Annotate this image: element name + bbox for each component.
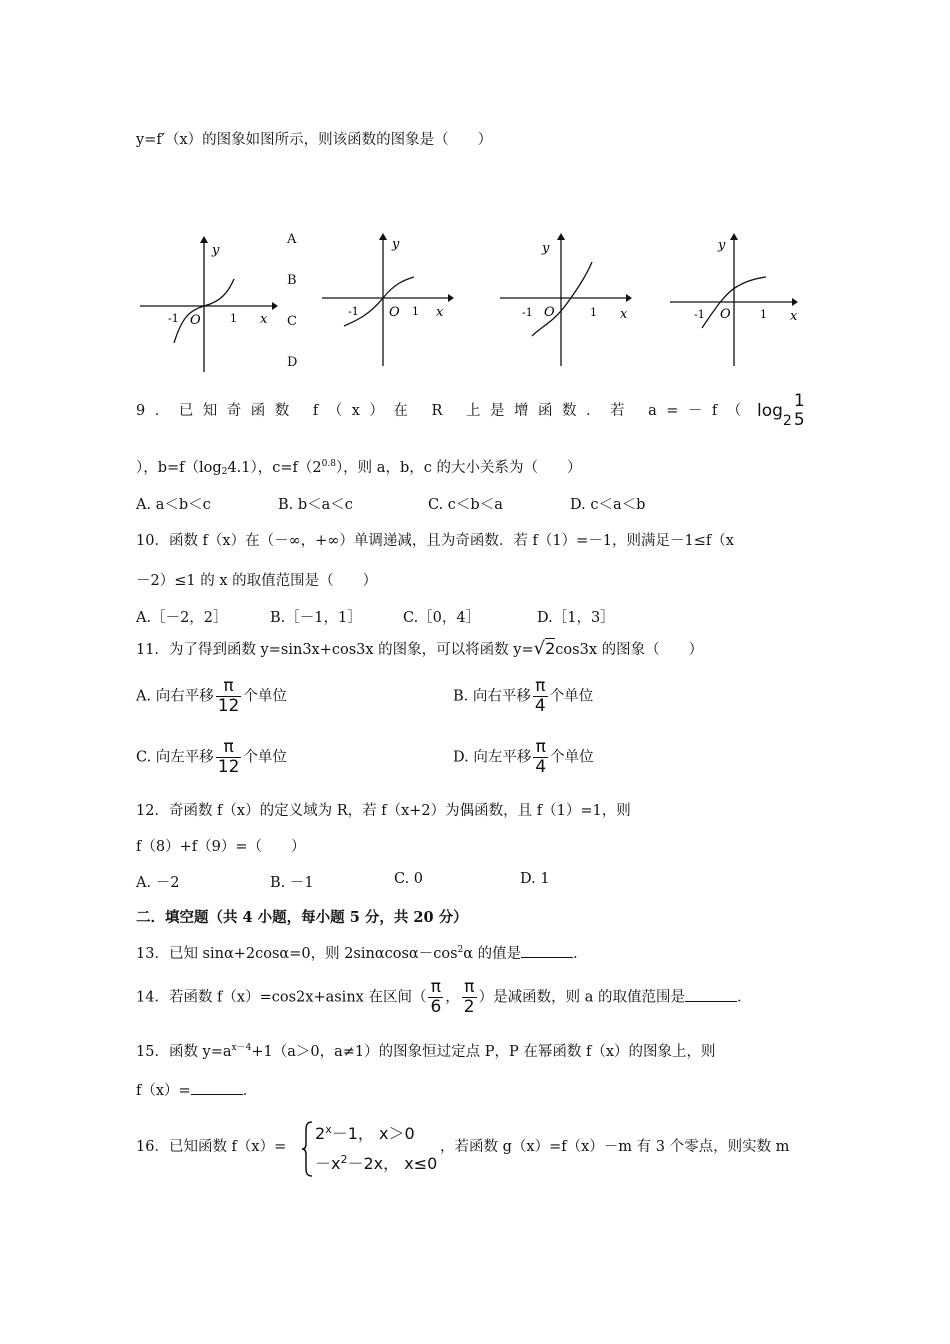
q9-option-b[interactable]: B. b＜a＜c bbox=[278, 497, 353, 513]
q8-option-b[interactable]: B bbox=[287, 273, 297, 288]
q8-option-a[interactable]: A bbox=[287, 232, 297, 247]
svg-text:y: y bbox=[718, 238, 726, 253]
q10-option-c[interactable]: C.［0，4］ bbox=[403, 610, 481, 626]
svg-text:O: O bbox=[389, 305, 400, 320]
svg-text:-1: -1 bbox=[168, 312, 179, 325]
sqrt-symbol: √ bbox=[533, 638, 546, 659]
q16-case2: $-x^2-2x$， x≤0 bbox=[315, 1153, 438, 1173]
q15-stem-line2: f（x）= ． bbox=[136, 1083, 258, 1099]
svg-text:1: 1 bbox=[590, 306, 597, 319]
svg-text:O: O bbox=[720, 307, 731, 322]
section2-title: 二．填空题（共 4 小题，每小题 5 分，共 20 分） bbox=[136, 909, 468, 926]
svg-text:1: 1 bbox=[760, 308, 767, 321]
q15-stem-line1: 15．函数 $y=a^{x-4}+1(a>0$，a≠1）的图象恒过定点 P，P 在幂函数 f（x）的图象上，则 bbox=[136, 1043, 716, 1060]
svg-text:1: 1 bbox=[412, 305, 419, 318]
q12-stem-line2: f（8）+f（9）=（ ） bbox=[136, 839, 306, 855]
q9-stem-line2: ），$b=f(\log_24.1)$，$c=f(2^{0.8})$，则 a，b，c 的大小关系为（ ） bbox=[136, 459, 582, 477]
q12-option-b[interactable]: B. －1 bbox=[270, 875, 314, 891]
q8-option-c[interactable]: C bbox=[287, 314, 297, 329]
svg-text:O: O bbox=[190, 313, 201, 328]
q11-stem: 11．为了得到函数 y=sin3x+cos3x 的图象，可以将函数 y=√2cos3x 的图象（ ） bbox=[136, 638, 704, 659]
q16-brace bbox=[300, 1120, 314, 1178]
q10-option-d[interactable]: D.［1，3］ bbox=[537, 610, 615, 626]
svg-text:x: x bbox=[260, 312, 268, 327]
svg-text:1: 1 bbox=[230, 312, 237, 325]
q8-option-d[interactable]: D bbox=[287, 355, 298, 370]
q8-graph-a bbox=[138, 235, 278, 375]
y-axis-label: y bbox=[212, 243, 220, 258]
q16-case1: $2^x-1$， x＞0 bbox=[315, 1123, 415, 1143]
svg-text:x: x bbox=[790, 309, 798, 324]
q12-option-c[interactable]: C. 0 bbox=[394, 871, 424, 887]
q12-stem-line1: 12．奇函数 f（x）的定义域为 R，若 f（x+2）为偶函数，且 f（1）=1，则 bbox=[136, 803, 631, 819]
q15-answer-blank[interactable] bbox=[191, 1082, 243, 1095]
q10-stem-line1: 10．函数 f（x）在（－∞，+∞）单调递减，且为奇函数．若 f（1）=－1，则满足－1≤f（x bbox=[136, 533, 734, 549]
q12-option-d[interactable]: D. 1 bbox=[520, 871, 550, 887]
svg-text:y: y bbox=[392, 237, 400, 252]
q14-answer-blank[interactable] bbox=[685, 989, 737, 1002]
q9-stem-line1: 9．已知奇函数 f（x）在 R 上是增函数．若 a=－f（ bbox=[136, 403, 751, 419]
q9-option-a[interactable]: A. a＜b＜c bbox=[136, 497, 211, 513]
q16-stem-a: 16．已知函数 f（x）= bbox=[136, 1139, 287, 1155]
q10-option-b[interactable]: B.［－1，1］ bbox=[270, 610, 362, 626]
q8-graph-d bbox=[668, 232, 808, 372]
q11-option-d[interactable]: D. 向左平移 $\frac{\pi}{4}$ 个单位 bbox=[453, 737, 594, 777]
q9-option-c[interactable]: C. c＜b＜a bbox=[428, 497, 503, 513]
svg-text:-1: -1 bbox=[348, 305, 359, 318]
svg-text:-1: -1 bbox=[694, 308, 705, 321]
svg-text:y: y bbox=[542, 241, 550, 256]
svg-text:O: O bbox=[544, 305, 555, 320]
q11-option-a[interactable]: A. 向右平移 $\frac{\pi}{12}$ 个单位 bbox=[136, 676, 287, 716]
q9-option-d[interactable]: D. c＜a＜b bbox=[570, 497, 646, 513]
q14-stem: 14．若函数 f（x）=cos2x+asinx 在区间（ $\frac{\pi}{6}$ ， $\frac{\pi}{2}$ ）是减函数，则 a 的取值范围是 ． bbox=[136, 977, 752, 1017]
q10-stem-line2: －2）≤1 的 x 的取值范围是（ ） bbox=[136, 573, 378, 589]
q8-graph-b bbox=[320, 232, 460, 372]
q13-stem: 13．已知 sinα+2cosα=0，则 $2\sin\alpha\cos\alpha-\cos^2\alpha$ 的值是 ． bbox=[136, 945, 588, 962]
q10-option-a[interactable]: A.［－2，2］ bbox=[136, 610, 228, 626]
q16-stem-b: ，若函数 g（x）=f（x）－m 有 3 个零点，则实数 m bbox=[440, 1139, 790, 1155]
q13-answer-blank[interactable] bbox=[521, 945, 573, 958]
q8-graph-c bbox=[498, 232, 638, 372]
svg-text:-1: -1 bbox=[522, 306, 533, 319]
q11-option-b[interactable]: B. 向右平移 $\frac{\pi}{4}$ 个单位 bbox=[453, 676, 594, 716]
q9-log-expression: $\log_2$ 1 5 bbox=[757, 391, 805, 430]
q11-option-c[interactable]: C. 向左平移 $\frac{\pi}{12}$ 个单位 bbox=[136, 737, 287, 777]
q8-stem: y=f′（x）的图象如图所示，则该函数的图象是（ ） bbox=[136, 132, 493, 148]
svg-text:x: x bbox=[436, 305, 444, 320]
q12-option-a[interactable]: A. －2 bbox=[136, 875, 180, 891]
svg-text:x: x bbox=[620, 307, 628, 322]
